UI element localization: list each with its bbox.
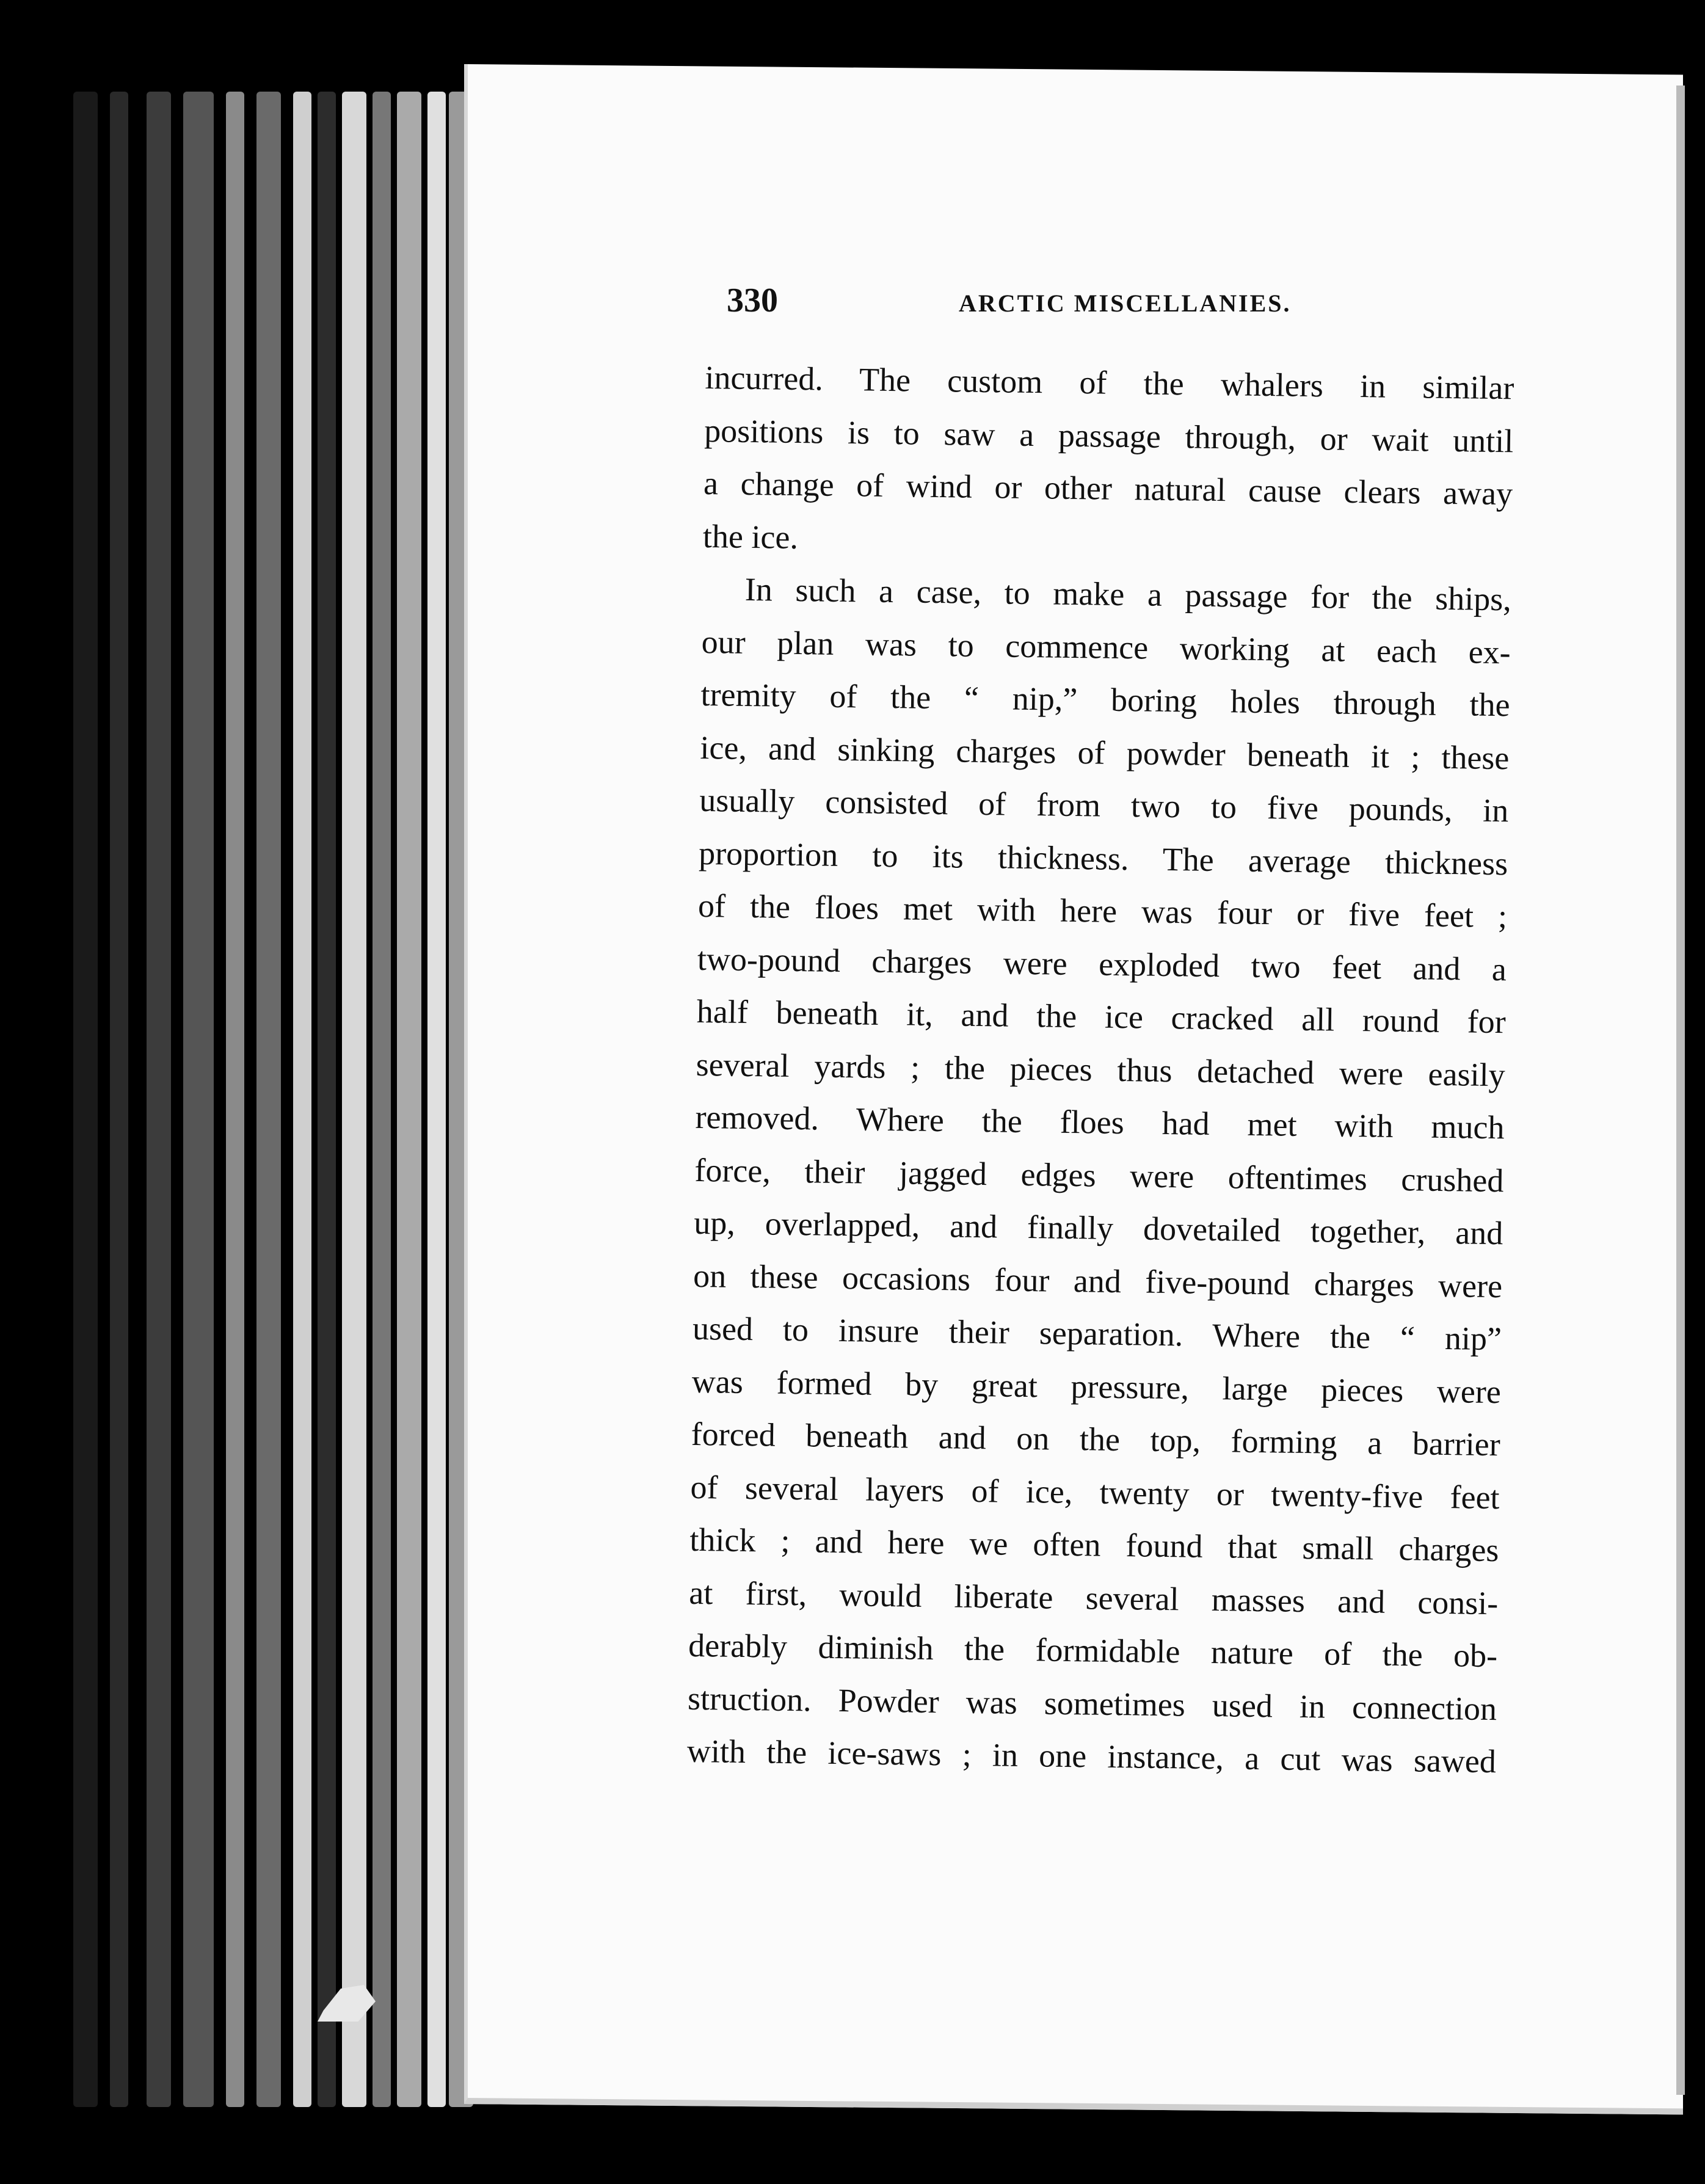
text-line: the ice.: [702, 517, 799, 556]
text-line: tremity of the “ nip,” boring holes through the: [700, 675, 1510, 724]
text-line: several yards ; the pieces thus detached were easily: [696, 1046, 1505, 1093]
paragraph: [702, 351, 1514, 573]
text-line: ice, and sinking charges of powder beneath it ; these: [700, 729, 1510, 776]
text-line: In such a case, to make a passage for the ships,: [744, 570, 1512, 618]
text-line: struction. Powder was sometimes used in connection: [687, 1680, 1497, 1727]
page-right-edge: [1676, 86, 1685, 2095]
page-number: 330: [727, 282, 778, 319]
book-title: ARCTIC MISCELLANIES.: [959, 289, 1292, 317]
text-line: was formed by great pressure, large pieces were: [691, 1363, 1502, 1410]
text-line: our plan was to commence working at each ex-: [701, 623, 1511, 671]
text-line: proportion to its thickness. The average thickness: [698, 834, 1508, 882]
paragraph: [686, 562, 1511, 1788]
text-line: incurred. The custom of the whalers in similar: [705, 359, 1514, 407]
text-line: of the floes met with here was four or five feet ;: [697, 887, 1508, 935]
text-line: derably diminish the formidable nature of the ob-: [688, 1626, 1498, 1675]
text-line: removed. Where the floes had met with much: [695, 1098, 1505, 1146]
text-line: forced beneath and on the top, forming a barrier: [691, 1415, 1501, 1463]
text-line: used to insure their separation. Where the “ nip”: [692, 1309, 1502, 1358]
body-text: [686, 351, 1514, 1788]
text-line: thick ; and here we often found that small charges: [689, 1521, 1499, 1569]
text-line: a change of wind or other natural cause clears away: [703, 464, 1513, 512]
text-line: two-pound charges were exploded two feet and a: [697, 940, 1507, 988]
text-line: on these occasions four and five-pound charges were: [693, 1257, 1503, 1305]
text-line: of several layers of ice, twenty or twenty-five feet: [690, 1468, 1500, 1516]
text-line: half beneath it, and the ice cracked all round for: [696, 992, 1507, 1041]
text-line: with the ice-saws ; in one instance, a cut was sawed: [686, 1732, 1497, 1780]
running-head: [727, 281, 1362, 330]
text-line: usually consisted of from two to five pounds, in: [699, 781, 1509, 829]
text-line: at first, would liberate several masses and consi-: [689, 1574, 1499, 1622]
text-line: force, their jagged edges were oftentimes crushed: [694, 1151, 1504, 1199]
text-line: up, overlapped, and finally dovetailed together, and: [693, 1204, 1503, 1252]
book-page-edges: [73, 92, 476, 2107]
text-line: positions is to saw a passage through, or wait until: [703, 412, 1514, 459]
